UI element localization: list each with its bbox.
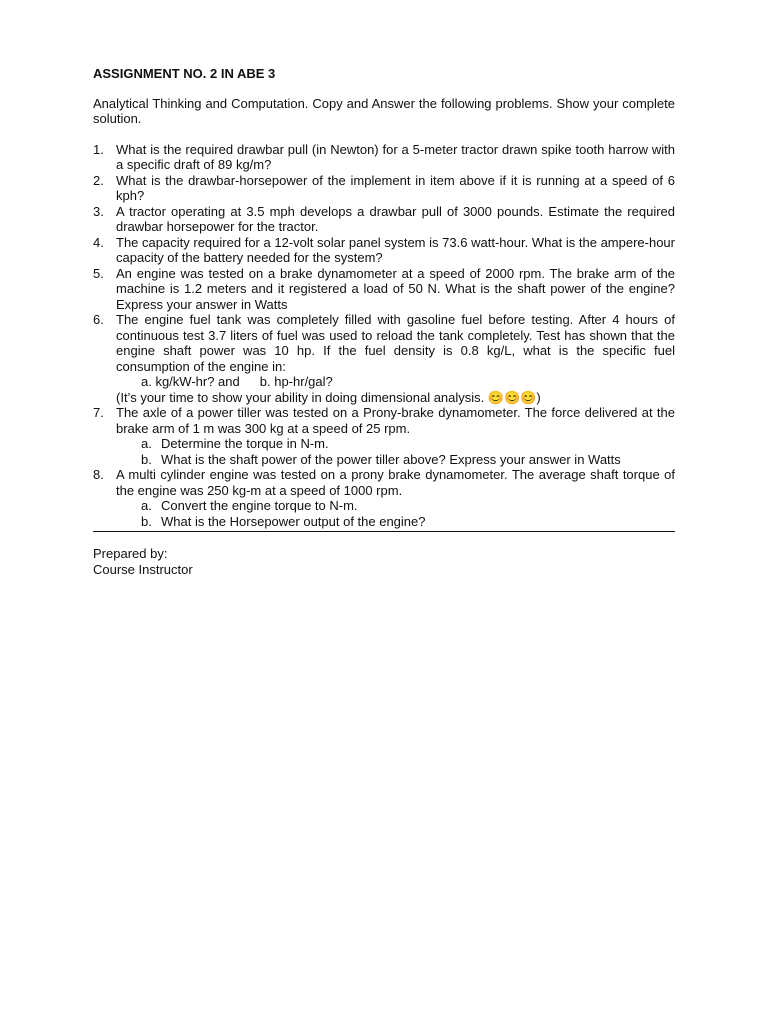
problem-number: 1. [93,141,104,157]
assignment-title: ASSIGNMENT NO. 2 IN ABE 3 [93,66,276,81]
problem-number: 6. [93,312,104,327]
footer [93,546,675,577]
sub-question-letter: a. [141,436,152,451]
sub-question-text: Convert the engine torque to N-m. [161,498,358,513]
sub-question [116,436,675,452]
instructor-role: Course Instructor [93,561,193,577]
problem-number: 3. [93,203,104,219]
problem-text: A tractor operating at 3.5 mph develops a drawbar pull of 3000 pounds. Estimate the required drawbar horsepower for the tractor. [116,203,675,234]
assignment-intro: Analytical Thinking and Computation. Copy and Answer the following problems. Show your complete solution. [93,95,675,126]
sub-question-text: What is the shaft power of the power tiller above? Express your answer in Watts [161,451,621,467]
sub-question [116,452,675,468]
problem-text: The axle of a power tiller was tested on a Prony-brake dynamometer. The force delivered at the brake arm of 1 m was 300 kg at a speed of 25 rpm. [116,405,675,436]
sub-question [116,514,675,530]
problem-note: (It’s your time to show your ability in doing dimensional analysis. 😊😊😊) [116,389,541,405]
prepared-by-label: Prepared by: [93,546,168,561]
sub-question-row [116,374,675,390]
sub-question-a: a. kg/kW-hr? and [141,374,240,389]
problem-number: 4. [93,234,104,250]
problem-text: What is the drawbar-horsepower of the implement in item above if it is running at a speed of 6 kph? [116,172,675,203]
sub-question-list [116,436,675,467]
problem-text: What is the required drawbar pull (in Newton) for a 5-meter tractor drawn spike tooth harrow with a specific draft of 89 kg/m? [116,141,675,172]
problem-number: 2. [93,172,104,188]
problem-item [93,312,675,405]
assignment-page [93,66,675,577]
problem-text: The capacity required for a 12-volt solar panel system is 73.6 watt-hour. What is the ampere-hour capacity of the battery needed for the system? [116,234,675,265]
problem-text: An engine was tested on a brake dynamometer at a speed of 2000 rpm. The brake arm of the machine is 1.2 meters and it registered a load of 50 N. What is the shaft power of the engine? Express your answer in Watts [116,265,675,312]
problem-item [93,405,675,467]
problem-item [93,235,675,266]
problem-number: 8. [93,467,104,482]
sub-question-letter: b. [141,451,152,467]
sub-question-list [116,498,675,529]
sub-question [116,498,675,514]
sub-question-text: Determine the torque in N-m. [161,436,329,451]
problem-item [93,266,675,313]
problem-item [93,142,675,173]
problem-item [93,467,675,532]
sub-question-text: What is the Horsepower output of the engine? [161,513,426,529]
sub-question-letter: b. [141,513,152,529]
problem-text: The engine fuel tank was completely filled with gasoline fuel before testing. After 4 hours of continuous test 3.7 liters of fuel was used to reload the tank completely. Test has shown that the engine shaft power was 10 hp. If the fuel density is 0.8 kg/L, what is the specific fuel consumption of the engine in: [116,312,675,374]
problem-number: 7. [93,405,104,420]
problem-item [93,173,675,204]
problem-text: A multi cylinder engine was tested on a prony brake dynamometer. The average shaft torque of the engine was 250 kg-m at a speed of 1000 rpm. [116,467,675,498]
problem-item [93,204,675,235]
sub-question-b: b. hp-hr/gal? [259,374,333,389]
problem-list [93,142,675,533]
problem-number: 5. [93,265,104,281]
sub-question-letter: a. [141,498,152,513]
